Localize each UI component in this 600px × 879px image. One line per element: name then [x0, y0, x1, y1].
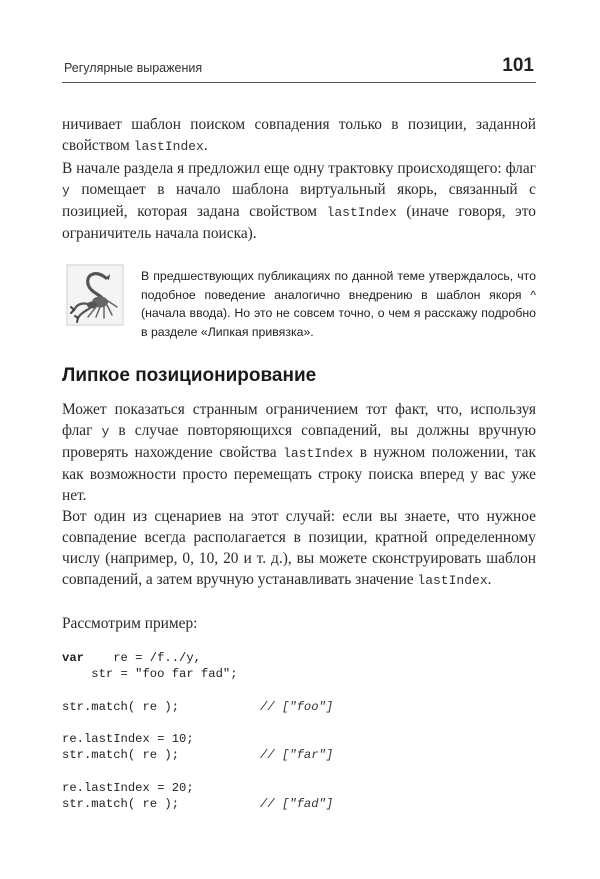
code-line: [62, 796, 536, 812]
code-line: re.lastIndex = 20;: [62, 780, 194, 795]
code-block: [62, 650, 536, 812]
code-line: [62, 650, 536, 666]
inline-code: y: [101, 424, 110, 439]
running-header: [62, 52, 536, 83]
inline-code: lastIndex: [417, 573, 488, 588]
code-blank-line: [62, 763, 536, 779]
code-comment: // ["far"]: [260, 748, 334, 763]
code-comment: // ["foo"]: [260, 699, 334, 714]
paragraph-2: [62, 158, 536, 244]
inline-code: lastIndex: [133, 139, 204, 154]
paragraph-3: [62, 399, 536, 506]
code-blank-line: [62, 715, 536, 731]
code-text: str.match( re );: [62, 748, 180, 763]
code-line: re.lastIndex = 10;: [62, 732, 194, 747]
section-title: Регулярные выражения: [64, 61, 203, 75]
code-comment: // ["fad"]: [260, 796, 334, 811]
text-run: ничивает шаблон поиском совпадения только в позиции, заданной свойством: [62, 116, 536, 154]
inline-code: y: [62, 183, 70, 198]
paragraph-1: [62, 114, 536, 157]
text-run: В начале раздела я предложил еще одну трактовку происходящего: флаг: [62, 160, 536, 177]
text-run: Вот один из сценариев на этот случай: если вы знаете, что нужное совпадение всегда располагается в позиции, кратной определенному числу (например, 0, 10, 20 и т. д.), вы можете сконструировать шаблон совпадений, а затем вручную устанавливать значение: [62, 508, 536, 588]
code-line: [62, 747, 536, 763]
code-text: str.match( re );: [62, 699, 180, 714]
section-heading: Липкое позиционирование: [62, 365, 317, 386]
inline-code: lastIndex: [326, 205, 397, 220]
inline-code: lastIndex: [283, 446, 354, 461]
text-run: .: [487, 571, 492, 588]
code-text: str.match( re );: [62, 796, 180, 811]
text-run: Может показаться странным ограничением тот факт, что, используя флаг: [62, 401, 536, 439]
text-run: в случае повторяющихся совпадений, вы должны вручную проверять нахождение свойства: [62, 422, 536, 461]
paragraph-5: Рассмотрим пример:: [62, 615, 198, 632]
code-blank-line: [62, 682, 536, 698]
paragraph-4: [62, 506, 536, 591]
note-text: В предшествующих публикациях по данной теме утверждалось, что подобное поведение аналогично внедрению в шаблон якоря ^ (начала ввода). Но это не совсем точно, о чем я расскажу подробно в разделе «Липкая привязка».: [141, 269, 536, 339]
text-run: в нужном положении, так как возможности просто перемещать строку поиска вперед у вас уже нет.: [62, 444, 536, 504]
keyword: var: [62, 651, 84, 665]
text-run: .: [203, 137, 208, 154]
scorpion-icon: [66, 264, 124, 326]
code-line: [62, 699, 536, 715]
code-line: str = "foo far fad";: [62, 667, 238, 682]
text-run: помещает в начало шаблона виртуальный якорь, связанный с позицией, которая задана свойством: [62, 181, 536, 220]
page-number: 101: [502, 55, 534, 76]
code-text: re = /f../y,: [83, 651, 201, 665]
text-run: (иначе говоря, это ограничитель начала поиска).: [62, 203, 536, 242]
